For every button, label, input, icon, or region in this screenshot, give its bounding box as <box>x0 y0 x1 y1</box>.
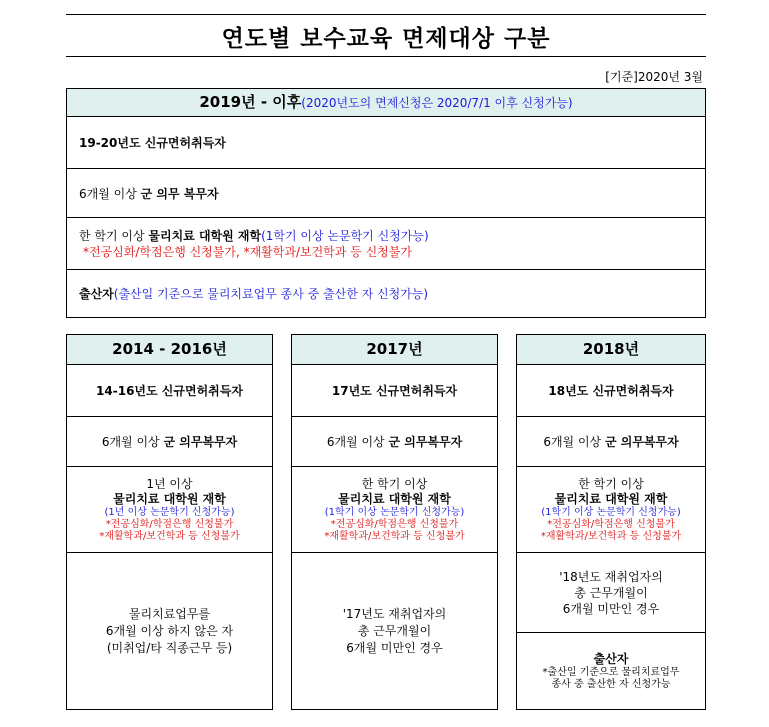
reemployed-line-1: '17년도 재취업자의 <box>342 606 447 621</box>
column-header: 2017년 <box>292 335 497 365</box>
graduate-warning-2: *재활학과/보건학과 등 신청불가 <box>99 530 240 542</box>
reemployed-line-3: 6개월 미만인 경우 <box>346 640 443 655</box>
childbirth-text: 출산자 <box>79 287 114 301</box>
section-2019-note: (2020년도의 면제신청은 2020/7/1 이후 신청가능) <box>301 96 573 110</box>
graduate-duration: 한 학기 이상 <box>361 476 428 491</box>
reemployed-line-3: 6개월 미만인 경우 <box>562 601 660 616</box>
new-license-cell <box>292 365 497 417</box>
reemployed-cell <box>517 553 705 633</box>
childbirth-note: (출산일 기준으로 물리치료업무 종사 중 출산한 자 신청가능) <box>113 287 429 301</box>
graduate-duration: 1년 이상 <box>146 476 193 491</box>
new-license-cell <box>67 365 272 417</box>
childbirth-line-2: 종사 중 출산한 자 신청가능 <box>551 679 671 690</box>
reemployed-cell <box>292 553 497 709</box>
graduate-warning-1: *전공심화/학점은행 신청불가 <box>105 518 234 530</box>
graduate-warning-2: *재활학과/보건학과 등 신청불가 <box>540 530 682 542</box>
childbirth-text: 출산자 <box>593 652 629 666</box>
not-working-line-2: 6개월 이상 하지 않은 자 <box>105 623 234 638</box>
reemployed-line-2: 총 근무개월이 <box>574 585 648 600</box>
row-graduate <box>67 218 705 270</box>
page-title: 연도별 보수교육 면제대상 구분 <box>221 26 551 52</box>
military-text: 군 의무복무자 <box>604 435 679 449</box>
military-text: 군 의무복무자 <box>388 435 463 449</box>
military-prefix: 6개월 이상 <box>543 435 605 449</box>
military-cell <box>517 417 705 467</box>
column-2018 <box>516 334 706 710</box>
section-2019-header <box>67 89 705 117</box>
column-2014-2016 <box>66 334 273 710</box>
military-prefix: 6개월 이상 <box>101 435 164 449</box>
graduate-note: (1년 이상 논문학기 신청가능) <box>104 506 235 518</box>
military-cell <box>67 417 272 467</box>
column-header: 2014 - 2016년 <box>67 335 272 365</box>
row-childbirth <box>67 270 705 317</box>
graduate-text: 물리치료 대학원 재학 <box>554 491 668 506</box>
new-license-cell <box>517 365 705 417</box>
basis-date: [기준]2020년 3월 <box>605 70 703 84</box>
military-prefix: 6개월 이상 <box>79 186 141 201</box>
row-new-license <box>67 117 705 169</box>
not-working-line-3: (미취업/타 직종근무 등) <box>106 640 233 655</box>
graduate-warning: *전공심화/학점은행 신청불가, *재활학과/보건학과 등 신청불가 <box>83 244 412 259</box>
title-bottom-rule <box>66 56 706 57</box>
graduate-note: (1학기 이상 논문학기 신청가능) <box>261 228 429 243</box>
section-2019-title: 2019년 - 이후 <box>199 93 302 111</box>
military-prefix: 6개월 이상 <box>326 435 389 449</box>
reemployed-line-1: '18년도 재취업자의 <box>559 569 663 584</box>
not-working-cell <box>67 553 272 709</box>
graduate-note: (1학기 이상 논문학기 신청가능) <box>324 506 465 518</box>
graduate-text: 물리치료 대학원 재학 <box>113 491 226 506</box>
title-top-rule <box>66 14 706 15</box>
section-2019 <box>66 88 706 318</box>
new-license-text: 17년도 신규면허취득자 <box>331 384 458 398</box>
not-working-line-1: 물리치료업무를 <box>128 606 211 621</box>
military-text: 군 의무복무자 <box>163 435 238 449</box>
childbirth-cell <box>517 633 705 709</box>
military-text: 군 의무 복무자 <box>140 186 219 201</box>
row-military <box>67 169 705 218</box>
graduate-cell <box>517 467 705 553</box>
graduate-warning-2: *재활학과/보건학과 등 신청불가 <box>324 530 465 542</box>
new-license-text: 18년도 신규면허취득자 <box>548 384 674 398</box>
graduate-text: 물리치료 대학원 재학 <box>338 491 451 506</box>
new-license-text: 14-16년도 신규면허취득자 <box>96 384 243 398</box>
graduate-warning-1: *전공심화/학점은행 신청불가 <box>547 518 675 530</box>
graduate-cell <box>67 467 272 553</box>
graduate-note: (1학기 이상 논문학기 신청가능) <box>541 506 681 518</box>
childbirth-line-1: *출산일 기준으로 물리치료업무 <box>542 667 680 678</box>
military-cell <box>292 417 497 467</box>
graduate-duration: 한 학기 이상 <box>578 476 644 491</box>
reemployed-line-2: 총 근무개월이 <box>357 623 432 638</box>
column-header: 2018년 <box>517 335 705 365</box>
graduate-warning-1: *전공심화/학점은행 신청불가 <box>330 518 459 530</box>
graduate-cell <box>292 467 497 553</box>
new-license-text: 19-20년도 신규면허취득자 <box>79 136 226 150</box>
column-2017 <box>291 334 498 710</box>
graduate-text: 물리치료 대학원 재학 <box>148 228 262 243</box>
graduate-prefix: 한 학기 이상 <box>79 228 149 243</box>
